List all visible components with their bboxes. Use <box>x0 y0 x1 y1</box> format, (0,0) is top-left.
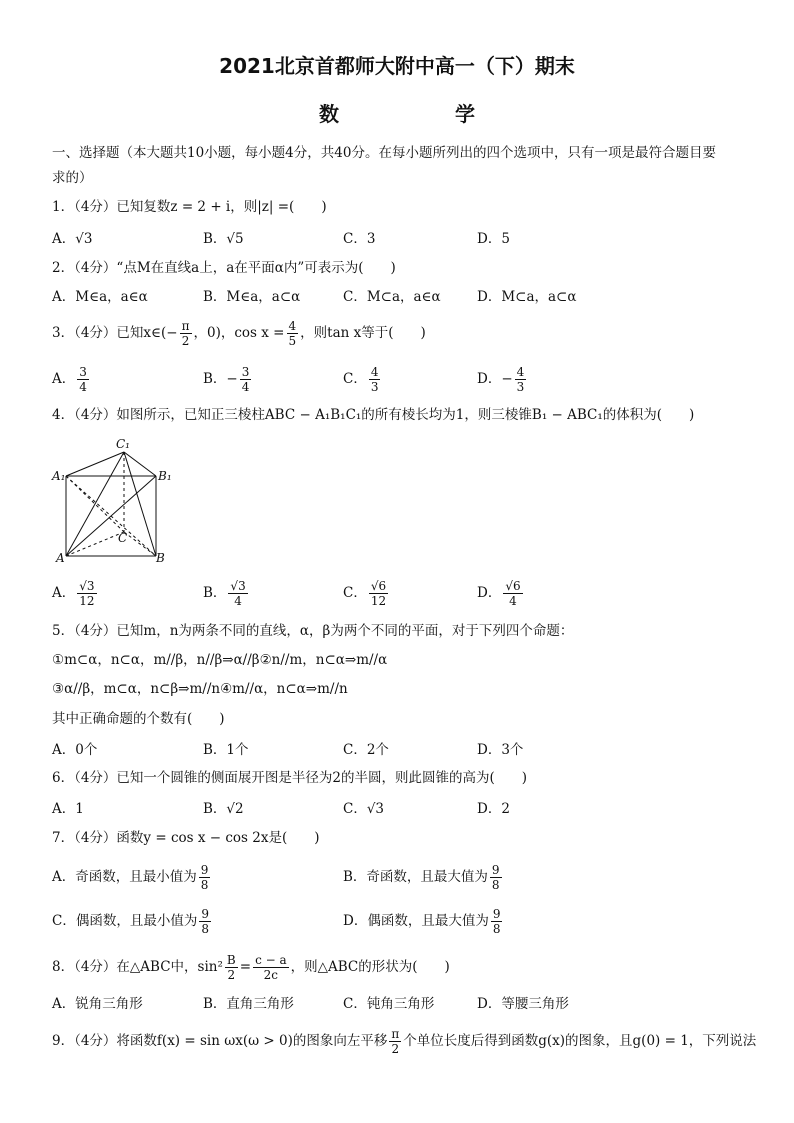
q9-stem: 9．（4分）将函数f(x) = sin ωx(ω > 0)的图象向左平移 $\frac{\pi}{2}$ 个单位长度后得到函数g(x)的图象，且g(0) = 1，下列说法 <box>52 1027 757 1056</box>
q2-option-b: B．M∈a，a⊂α <box>203 289 301 305</box>
q4-stem: 4．（4分）如图所示，已知正三棱柱ABC − A₁B₁C₁的所有棱长均为1，则三棱锥B₁ − ABC₁的体积为( ) <box>52 407 695 423</box>
label-c1: C₁ <box>116 437 130 451</box>
q3-stem-post: ，则tan x等于( ) <box>300 325 426 341</box>
q7-option-b: B．奇函数，且最大值为 $\frac{9}{8}$ <box>343 863 500 892</box>
q1-stem: 1．（4分）已知复数z = 2 + i，则|z| =( ) <box>52 199 327 215</box>
q3-stem-mid: ，0)，cos x = <box>193 325 285 341</box>
q8-option-c: C．钝角三角形 <box>343 996 435 1012</box>
q5-propositions-1: ①m⊂α，n⊂α，m//β，n//β⇒α//β②n//m，n⊂α⇒m//α <box>52 652 388 668</box>
exam-subject: 数 学 <box>319 102 523 126</box>
q6-option-a: A．1 <box>52 801 84 817</box>
q7-option-c: C．偶函数，且最小值为 $\frac{9}{8}$ <box>52 907 209 936</box>
label-a: A <box>56 551 65 565</box>
q5-option-b: B．1个 <box>203 742 249 758</box>
q3-option-a: A． $\frac{3}{4}$ <box>52 365 87 394</box>
prism-diagram <box>52 436 170 564</box>
exam-title: 2021北京首都师大附中高一（下）期末 <box>219 54 575 78</box>
q8-option-b: B．直角三角形 <box>203 996 294 1012</box>
q3-option-d: D．− $\frac{4}{3}$ <box>477 365 525 394</box>
q2-option-a: A．M∈a，a∈α <box>52 289 148 305</box>
q2-option-d: D．M⊂a，a⊂α <box>477 289 577 305</box>
q5-option-c: C．2个 <box>343 742 389 758</box>
q4-option-a: A． $\frac{√3}{12}$ <box>52 579 95 608</box>
q7-option-d: D．偶函数，且最大值为 $\frac{9}{8}$ <box>343 907 501 936</box>
label-b1: B₁ <box>158 469 172 483</box>
q6-option-c: C．√3 <box>343 801 385 817</box>
q6-option-d: D．2 <box>477 801 510 817</box>
q2-stem: 2．（4分）“点M在直线a上，a在平面α内”可表示为( ) <box>52 260 396 276</box>
q5-stem: 5．（4分）已知m，n为两条不同的直线，α，β为两个不同的平面，对于下列四个命题： <box>52 623 574 639</box>
q4-option-b: B． $\frac{√3}{4}$ <box>203 579 246 608</box>
q7-option-a: A．奇函数，且最小值为 $\frac{9}{8}$ <box>52 863 209 892</box>
label-c: C <box>118 531 128 545</box>
q1-option-d: D．5 <box>477 231 510 247</box>
label-a1: A₁ <box>52 469 66 483</box>
q8-stem: 8．（4分）在△ABC中，sin² $\frac{B}{2}$ = $\frac{c - a}{2c}$ ，则△ABC的形状为( ) <box>52 953 450 982</box>
label-b: B <box>156 551 165 565</box>
q5-propositions-2: ③α//β，m⊂α，n⊂β⇒m//n④m//α，n⊂α⇒m//n <box>52 681 348 697</box>
q3-option-c: C． $\frac{4}{3}$ <box>343 365 379 394</box>
q3-stem <box>52 316 754 350</box>
q8-option-d: D．等腰三角形 <box>477 996 569 1012</box>
q4-option-c: C． $\frac{√6}{12}$ <box>343 579 387 608</box>
section-instructions-line2: 求的） <box>52 170 93 186</box>
q1-option-b: B．√5 <box>203 231 244 247</box>
q5-question: 其中正确命题的个数有( ) <box>52 711 225 727</box>
q1-option-a: A．√3 <box>52 231 93 247</box>
q8-option-a: A．锐角三角形 <box>52 996 143 1012</box>
q3-stem-pre: 3．（4分）已知x∈(− <box>52 325 178 341</box>
q7-stem: 7．（4分）函数y = cos x − cos 2x是( ) <box>52 830 320 846</box>
q6-stem: 6．（4分）已知一个圆锥的侧面展开图是半径为2的半圆，则此圆锥的高为( ) <box>52 770 528 786</box>
q3-frac-1: $\frac{\pi}{2}$ <box>181 319 190 348</box>
q4-option-d: D． $\frac{√6}{4}$ <box>477 579 521 608</box>
q1-option-c: C．3 <box>343 231 376 247</box>
q2-option-c: C．M⊂a，a∈α <box>343 289 441 305</box>
q5-option-a: A．0个 <box>52 742 98 758</box>
q5-option-d: D．3个 <box>477 742 524 758</box>
section-instructions-line1: 一、选择题（本大题共10小题，每小题4分，共40分。在每小题所列出的四个选项中，只有一项是最符合题目要 <box>52 145 716 161</box>
q3-frac-2: $\frac{4}{5}$ <box>288 319 297 348</box>
q3-option-b: B．− $\frac{3}{4}$ <box>203 365 250 394</box>
q6-option-b: B．√2 <box>203 801 244 817</box>
